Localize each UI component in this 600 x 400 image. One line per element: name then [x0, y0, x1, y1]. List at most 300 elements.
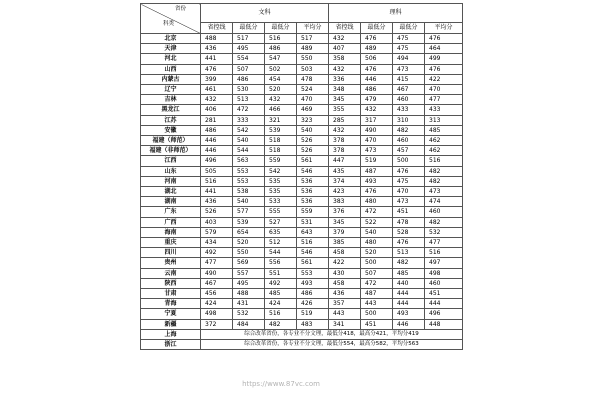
table-body: [141, 4, 463, 350]
score-cell: 436: [201, 44, 233, 54]
score-cell: 490: [361, 125, 393, 135]
score-cell: 533: [265, 197, 297, 207]
score-cell: 516: [201, 176, 233, 186]
score-cell: 540: [233, 197, 265, 207]
score-cell: 485: [425, 125, 463, 135]
score-cell: 407: [329, 44, 361, 54]
score-cell: 556: [265, 258, 297, 268]
score-cell: 539: [233, 217, 265, 227]
province-cell: 辽宁: [141, 85, 201, 95]
admission-score-table: [140, 3, 463, 350]
score-cell: 476: [361, 64, 393, 74]
corner-category-label: 科类: [163, 21, 175, 27]
province-cell: 上海: [141, 329, 201, 339]
score-cell: 461: [201, 85, 233, 95]
score-cell: 544: [233, 146, 265, 156]
score-cell: 475: [393, 176, 425, 186]
score-cell: 519: [297, 309, 329, 319]
table-row: [141, 309, 463, 319]
table-row: [141, 136, 463, 146]
score-cell: 473: [361, 146, 393, 156]
province-cell: 青海: [141, 299, 201, 309]
score-cell: 348: [329, 85, 361, 95]
group-header-wenke: 文科: [201, 4, 329, 23]
score-cell: 447: [329, 156, 361, 166]
score-cell: 475: [393, 34, 425, 44]
score-cell: 482: [425, 176, 463, 186]
col-header: 最低分: [361, 23, 393, 34]
score-cell: 499: [425, 54, 463, 64]
score-cell: 472: [361, 207, 393, 217]
score-cell: 345: [329, 95, 361, 105]
group-header-like: 理科: [329, 4, 463, 23]
score-cell: 494: [393, 54, 425, 64]
score-cell: 485: [265, 289, 297, 299]
province-cell: 安徽: [141, 125, 201, 135]
score-cell: 498: [201, 309, 233, 319]
province-cell: 河南: [141, 176, 201, 186]
score-cell: 502: [265, 64, 297, 74]
score-cell: 436: [201, 197, 233, 207]
score-cell: 496: [201, 156, 233, 166]
table-row: [141, 54, 463, 64]
score-cell: 469: [297, 105, 329, 115]
score-cell: 460: [425, 278, 463, 288]
table-row: [141, 125, 463, 135]
score-cell: 643: [297, 227, 329, 237]
score-cell: 546: [297, 248, 329, 258]
score-cell: 436: [329, 289, 361, 299]
score-sheet: [140, 3, 462, 398]
table-row: [141, 187, 463, 197]
score-cell: 472: [233, 105, 265, 115]
province-cell: 江苏: [141, 115, 201, 125]
col-header: 最低分: [233, 23, 265, 34]
score-cell: 538: [233, 187, 265, 197]
score-cell: 495: [233, 278, 265, 288]
reform-note-cell: 综合改革省份，各专业不分文理，最低分418，最高分421，平均分419: [201, 329, 463, 339]
score-cell: 345: [329, 217, 361, 227]
score-cell: 520: [361, 248, 393, 258]
province-cell: 北京: [141, 34, 201, 44]
province-cell: 湖南: [141, 197, 201, 207]
col-header: 平均分: [425, 23, 463, 34]
table-row: [141, 227, 463, 237]
col-header: 省控线: [329, 23, 361, 34]
province-cell: 内蒙古: [141, 74, 201, 84]
score-cell: 542: [265, 166, 297, 176]
score-cell: 495: [233, 44, 265, 54]
score-cell: 635: [265, 227, 297, 237]
score-cell: 462: [425, 136, 463, 146]
score-cell: 540: [233, 136, 265, 146]
score-cell: 516: [425, 156, 463, 166]
score-cell: 550: [233, 248, 265, 258]
score-cell: 476: [361, 34, 393, 44]
score-cell: 310: [393, 115, 425, 125]
province-cell: 福建（师范）: [141, 136, 201, 146]
score-cell: 487: [361, 166, 393, 176]
score-cell: 376: [329, 207, 361, 217]
header-corner: [141, 4, 201, 34]
score-cell: 464: [425, 44, 463, 54]
score-cell: 522: [361, 217, 393, 227]
score-cell: 432: [329, 125, 361, 135]
score-cell: 493: [361, 176, 393, 186]
score-cell: 430: [329, 268, 361, 278]
score-cell: 518: [265, 146, 297, 156]
table-row: [141, 197, 463, 207]
score-cell: 477: [425, 95, 463, 105]
score-cell: 506: [361, 54, 393, 64]
score-cell: 483: [297, 319, 329, 329]
province-cell: 贵州: [141, 258, 201, 268]
score-cell: 500: [393, 156, 425, 166]
province-cell: 云南: [141, 268, 201, 278]
score-cell: 528: [393, 227, 425, 237]
score-cell: 497: [425, 258, 463, 268]
score-cell: 374: [329, 176, 361, 186]
score-cell: 507: [233, 64, 265, 74]
score-cell: 448: [425, 319, 463, 329]
table-row: [141, 268, 463, 278]
score-cell: 313: [425, 115, 463, 125]
score-cell: 467: [201, 278, 233, 288]
score-cell: 355: [329, 105, 361, 115]
score-cell: 559: [265, 156, 297, 166]
score-cell: 403: [201, 217, 233, 227]
score-cell: 563: [233, 156, 265, 166]
score-cell: 526: [201, 207, 233, 217]
score-cell: 476: [393, 238, 425, 248]
score-cell: 482: [393, 125, 425, 135]
score-cell: 531: [297, 217, 329, 227]
table-row: [141, 207, 463, 217]
table-row: [141, 176, 463, 186]
score-cell: 432: [201, 95, 233, 105]
score-cell: 422: [425, 74, 463, 84]
province-cell: 甘肃: [141, 289, 201, 299]
score-cell: 487: [361, 289, 393, 299]
table-row: [141, 34, 463, 44]
score-cell: 517: [233, 34, 265, 44]
province-cell: 天津: [141, 44, 201, 54]
score-cell: 535: [265, 187, 297, 197]
score-cell: 378: [329, 146, 361, 156]
score-cell: 532: [425, 227, 463, 237]
province-cell: 海南: [141, 227, 201, 237]
score-cell: 336: [329, 74, 361, 84]
score-cell: 372: [201, 319, 233, 329]
score-cell: 473: [393, 64, 425, 74]
score-cell: 482: [425, 217, 463, 227]
score-cell: 524: [297, 85, 329, 95]
score-cell: 457: [393, 146, 425, 156]
score-cell: 539: [265, 125, 297, 135]
score-cell: 477: [201, 258, 233, 268]
score-cell: 317: [361, 115, 393, 125]
score-cell: 486: [361, 85, 393, 95]
score-cell: 470: [297, 95, 329, 105]
score-cell: 512: [265, 238, 297, 248]
score-cell: 486: [297, 289, 329, 299]
score-cell: 488: [201, 34, 233, 44]
score-cell: 470: [425, 85, 463, 95]
score-cell: 472: [361, 278, 393, 288]
score-cell: 516: [265, 309, 297, 319]
score-cell: 536: [297, 197, 329, 207]
table-row: [141, 248, 463, 258]
score-cell: 443: [361, 299, 393, 309]
province-cell: 山西: [141, 64, 201, 74]
score-cell: 415: [393, 74, 425, 84]
col-header: 最低分: [393, 23, 425, 34]
province-cell: 新疆: [141, 319, 201, 329]
score-cell: 490: [201, 268, 233, 278]
table-row: [141, 105, 463, 115]
score-cell: 561: [297, 258, 329, 268]
score-cell: 536: [297, 187, 329, 197]
score-cell: 498: [425, 268, 463, 278]
score-cell: 460: [393, 136, 425, 146]
table-row: [141, 258, 463, 268]
table-row: [141, 64, 463, 74]
col-header: 省控线: [201, 23, 233, 34]
score-cell: 323: [297, 115, 329, 125]
table-row: [141, 115, 463, 125]
score-cell: 535: [265, 176, 297, 186]
table-row: [141, 74, 463, 84]
score-cell: 446: [201, 136, 233, 146]
score-cell: 480: [361, 197, 393, 207]
score-cell: 536: [297, 176, 329, 186]
score-cell: 383: [329, 197, 361, 207]
score-cell: 554: [233, 54, 265, 64]
score-cell: 467: [393, 85, 425, 95]
score-cell: 441: [201, 54, 233, 64]
score-cell: 505: [201, 166, 233, 176]
score-cell: 569: [233, 258, 265, 268]
score-cell: 451: [393, 207, 425, 217]
score-cell: 553: [297, 268, 329, 278]
score-cell: 476: [425, 34, 463, 44]
score-cell: 378: [329, 136, 361, 146]
score-cell: 482: [265, 319, 297, 329]
province-cell: 广东: [141, 207, 201, 217]
score-cell: 341: [329, 319, 361, 329]
score-cell: 456: [201, 289, 233, 299]
score-cell: 424: [201, 299, 233, 309]
score-cell: 476: [425, 64, 463, 74]
score-cell: 526: [297, 136, 329, 146]
score-cell: 462: [425, 146, 463, 156]
province-cell: 福建（非师范）: [141, 146, 201, 156]
table-row: [141, 95, 463, 105]
score-cell: 551: [265, 268, 297, 278]
score-cell: 441: [201, 187, 233, 197]
score-cell: 444: [393, 299, 425, 309]
province-cell: 河北: [141, 54, 201, 64]
score-cell: 460: [393, 95, 425, 105]
score-cell: 488: [233, 289, 265, 299]
province-cell: 广西: [141, 217, 201, 227]
score-cell: 496: [425, 309, 463, 319]
score-cell: 458: [329, 248, 361, 258]
score-cell: 433: [393, 105, 425, 115]
province-cell: 浙江: [141, 340, 201, 350]
score-cell: 444: [425, 299, 463, 309]
score-cell: 454: [265, 74, 297, 84]
score-cell: 546: [297, 166, 329, 176]
table-row: [141, 217, 463, 227]
score-cell: 532: [233, 309, 265, 319]
score-cell: 477: [425, 238, 463, 248]
score-cell: 516: [297, 238, 329, 248]
score-cell: 434: [201, 238, 233, 248]
score-cell: 422: [329, 258, 361, 268]
score-cell: 542: [233, 125, 265, 135]
score-cell: 557: [233, 268, 265, 278]
score-cell: 493: [393, 309, 425, 319]
score-cell: 432: [329, 34, 361, 44]
score-cell: 476: [201, 64, 233, 74]
score-cell: 478: [393, 217, 425, 227]
score-cell: 440: [393, 278, 425, 288]
score-cell: 379: [329, 227, 361, 237]
score-cell: 513: [233, 95, 265, 105]
province-cell: 陕西: [141, 278, 201, 288]
score-cell: 474: [425, 197, 463, 207]
province-cell: 山东: [141, 166, 201, 176]
score-cell: 476: [393, 166, 425, 176]
score-cell: 516: [425, 248, 463, 258]
score-cell: 500: [361, 309, 393, 319]
score-cell: 559: [297, 207, 329, 217]
score-cell: 473: [425, 187, 463, 197]
score-cell: 424: [265, 299, 297, 309]
table-row: [141, 289, 463, 299]
score-cell: 321: [265, 115, 297, 125]
province-cell: 湖北: [141, 187, 201, 197]
score-cell: 432: [265, 95, 297, 105]
score-cell: 520: [233, 238, 265, 248]
score-cell: 527: [265, 217, 297, 227]
score-cell: 518: [265, 136, 297, 146]
province-cell: 江西: [141, 156, 201, 166]
score-cell: 432: [361, 105, 393, 115]
score-cell: 423: [329, 187, 361, 197]
province-cell: 吉林: [141, 95, 201, 105]
score-cell: 489: [361, 44, 393, 54]
score-cell: 426: [297, 299, 329, 309]
score-cell: 550: [297, 54, 329, 64]
table-row: [141, 166, 463, 176]
score-cell: 561: [297, 156, 329, 166]
score-cell: 435: [329, 166, 361, 176]
score-cell: 333: [233, 115, 265, 125]
score-cell: 500: [361, 258, 393, 268]
score-cell: 516: [265, 34, 297, 44]
score-cell: 482: [425, 166, 463, 176]
score-cell: 517: [297, 34, 329, 44]
note-row: [141, 340, 463, 350]
table-row: [141, 299, 463, 309]
score-cell: 553: [233, 166, 265, 176]
score-cell: 553: [233, 176, 265, 186]
score-cell: 460: [425, 207, 463, 217]
corner-province-label: 省份: [174, 6, 186, 12]
table-row: [141, 319, 463, 329]
score-cell: 520: [265, 85, 297, 95]
reform-note-cell: 综合改革省份，各专业不分文理，最低分554，最高分582，平均分563: [201, 340, 463, 350]
score-cell: 513: [393, 248, 425, 258]
score-cell: 444: [393, 289, 425, 299]
score-cell: 466: [265, 105, 297, 115]
table-row: [141, 44, 463, 54]
province-cell: 重庆: [141, 238, 201, 248]
table-row: [141, 85, 463, 95]
score-cell: 478: [297, 74, 329, 84]
table-row: [141, 146, 463, 156]
score-cell: 530: [233, 85, 265, 95]
table-row: [141, 278, 463, 288]
score-cell: 446: [393, 319, 425, 329]
score-cell: 385: [329, 238, 361, 248]
score-cell: 443: [329, 309, 361, 319]
score-cell: 281: [201, 115, 233, 125]
score-cell: 485: [393, 268, 425, 278]
table-row: [141, 238, 463, 248]
score-cell: 654: [233, 227, 265, 237]
score-cell: 493: [297, 278, 329, 288]
province-cell: 宁夏: [141, 309, 201, 319]
col-header: 最低分: [265, 23, 297, 34]
score-cell: 486: [201, 125, 233, 135]
score-cell: 482: [393, 258, 425, 268]
header-row-groups: [141, 4, 463, 23]
score-cell: 470: [393, 187, 425, 197]
score-cell: 492: [201, 248, 233, 258]
score-cell: 399: [201, 74, 233, 84]
score-cell: 451: [425, 289, 463, 299]
score-cell: 489: [297, 44, 329, 54]
score-cell: 476: [361, 187, 393, 197]
score-cell: 433: [425, 105, 463, 115]
watermark-text: https://www.87vc.com: [242, 380, 320, 388]
score-cell: 431: [233, 299, 265, 309]
score-cell: 432: [329, 64, 361, 74]
score-cell: 285: [329, 115, 361, 125]
score-cell: 579: [201, 227, 233, 237]
note-row: [141, 329, 463, 339]
score-cell: 475: [393, 44, 425, 54]
score-cell: 540: [297, 125, 329, 135]
score-cell: 358: [329, 54, 361, 64]
score-cell: 484: [233, 319, 265, 329]
score-cell: 507: [361, 268, 393, 278]
score-cell: 486: [265, 44, 297, 54]
score-cell: 577: [233, 207, 265, 217]
score-cell: 544: [265, 248, 297, 258]
score-cell: 446: [201, 146, 233, 156]
score-cell: 406: [201, 105, 233, 115]
col-header: 平均分: [297, 23, 329, 34]
score-cell: 486: [233, 74, 265, 84]
score-cell: 526: [297, 146, 329, 156]
score-cell: 540: [361, 227, 393, 237]
score-cell: 555: [265, 207, 297, 217]
score-cell: 458: [329, 278, 361, 288]
